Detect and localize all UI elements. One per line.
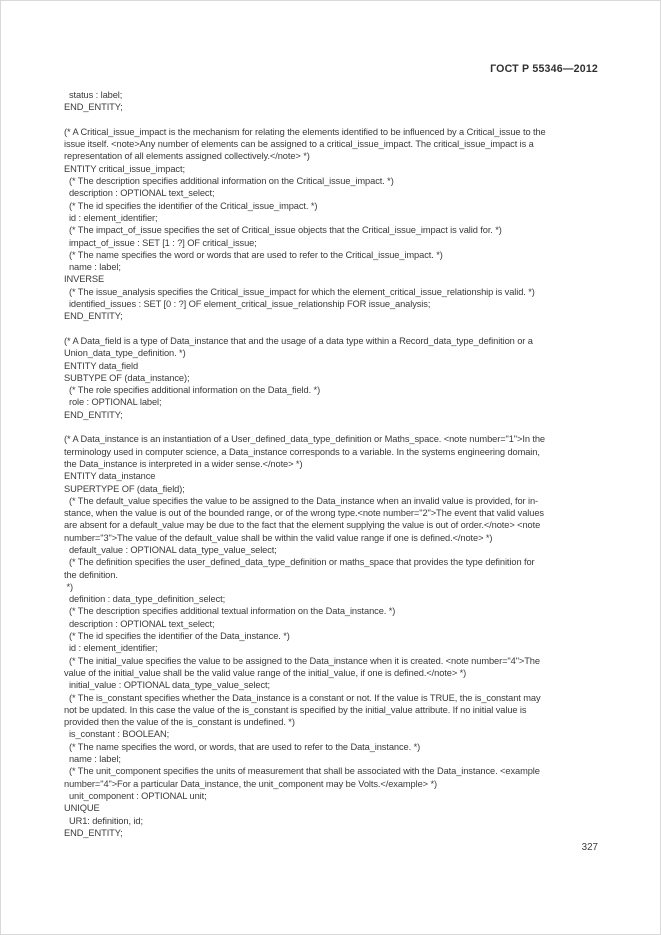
text-line: default_value : OPTIONAL data_type_value_select; bbox=[64, 544, 277, 555]
text-line: are absent for a default_value may be due to the fact that the element supplying the value is out of order.</note> <note bbox=[64, 520, 541, 531]
text-line: id : element_identifier; bbox=[64, 643, 158, 654]
text-line: stance, when the value is out of the bounded range, or of the wrong type.<note number="2">The event that valid values bbox=[64, 508, 544, 519]
text-line: number="4">For a particular Data_instance, the unit_component may be Volts.</example> *) bbox=[64, 778, 437, 789]
text-line: *) bbox=[64, 581, 73, 592]
text-line: terminology used in computer science, a Data_instance corresponds to a variable. In the systems engineering domain, bbox=[64, 446, 540, 457]
text-line: the Data_instance is interpreted in a wider sense.</note> *) bbox=[64, 458, 303, 469]
text-line: (* The unit_component specifies the units of measurement that shall be associated with the Data_instance. <example bbox=[64, 766, 540, 777]
text-line: name : label; bbox=[64, 754, 121, 765]
text-line: (* The role specifies additional information on the Data_field. *) bbox=[64, 385, 321, 396]
text-line: (* The issue_analysis specifies the Critical_issue_impact for which the element_critical_issue_relationship is valid. *) bbox=[64, 286, 535, 297]
text-line: representation of all elements assigned collectively.</note> *) bbox=[64, 151, 310, 162]
standard-number-header: ГОСТ Р 55346—2012 bbox=[490, 63, 598, 75]
text-line: ENTITY critical_issue_impact; bbox=[64, 163, 185, 174]
text-line: (* The description specifies additional textual information on the Data_instance. *) bbox=[64, 606, 396, 617]
text-line: UNIQUE bbox=[64, 803, 100, 814]
text-line: (* The definition specifies the user_defined_data_type_definition or maths_space that provides the type definition for bbox=[64, 557, 535, 568]
text-line: not be updated. In this case the value of the is_constant is specified by the initial_value attribute. If no initial value is bbox=[64, 704, 527, 715]
text-line: definition : data_type_definition_select; bbox=[64, 594, 226, 605]
text-line: INVERSE bbox=[64, 274, 105, 285]
text-line: identified_issues : SET [0 : ?] OF element_critical_issue_relationship FOR issue_analysis; bbox=[64, 299, 431, 310]
text-line: (* A Data_field is a type of Data_instance that and the usage of a data type within a Record_data_type_definition or a bbox=[64, 335, 533, 346]
text-line: END_ENTITY; bbox=[64, 409, 123, 420]
text-line: unit_component : OPTIONAL unit; bbox=[64, 790, 207, 801]
text-line: Union_data_type_definition. *) bbox=[64, 348, 186, 359]
text-line: description : OPTIONAL text_select; bbox=[64, 618, 215, 629]
text-line: impact_of_issue : SET [1 : ?] OF critical_issue; bbox=[64, 237, 257, 248]
text-line bbox=[64, 323, 604, 335]
text-line: END_ENTITY; bbox=[64, 102, 123, 113]
text-line: (* A Critical_issue_impact is the mechanism for relating the elements identified to be influenced by a Critical_issue to the bbox=[64, 126, 546, 137]
text-line: ENTITY data_field bbox=[64, 360, 139, 371]
text-line: (* The name specifies the word or words that are used to refer to the Critical_issue_impact. *) bbox=[64, 249, 443, 260]
text-line: (* The is_constant specifies whether the Data_instance is a constant or not. If the value is TRUE, the is_constant may bbox=[64, 692, 541, 703]
text-line: SUBTYPE OF (data_instance); bbox=[64, 372, 190, 383]
text-line: status : label; bbox=[64, 90, 123, 100]
text-line: (* The id specifies the identifier of the Data_instance. *) bbox=[64, 631, 290, 642]
text-line: END_ENTITY; bbox=[64, 311, 123, 322]
text-line: (* The initial_value specifies the value to be assigned to the Data_instance when it is created. <note number="4">The bbox=[64, 655, 540, 666]
text-line: provided then the value of the is_constant is undefined. *) bbox=[64, 717, 295, 728]
text-line: (* A Data_instance is an instantiation of a User_defined_data_type_definition or Maths_space. <note number="1">In the bbox=[64, 434, 545, 445]
text-line: SUPERTYPE OF (data_field); bbox=[64, 483, 185, 494]
text-line: (* The description specifies additional information on the Critical_issue_impact. *) bbox=[64, 176, 394, 187]
text-line bbox=[64, 114, 604, 126]
text-line: issue itself. <note>Any number of elements can be assigned to a critical_issue_impact. The critical_issue_impact is a bbox=[64, 139, 534, 150]
page-number: 327 bbox=[581, 842, 598, 853]
text-line: description : OPTIONAL text_select; bbox=[64, 188, 215, 199]
text-line: value of the initial_value shall be the valid value range of the initial_value, if one is defined.</note> *) bbox=[64, 667, 467, 678]
text-line: (* The default_value specifies the value to be assigned to the Data_instance when an invalid value is provided, for in- bbox=[64, 495, 539, 506]
text-line: role : OPTIONAL label; bbox=[64, 397, 162, 408]
text-line: ENTITY data_instance bbox=[64, 471, 156, 482]
text-line: (* The id specifies the identifier of the Critical_issue_impact. *) bbox=[64, 200, 318, 211]
text-line: number="3">The value of the default_value shall be within the valid value range if one is defined.</note> *) bbox=[64, 532, 493, 543]
text-line: UR1: definition, id; bbox=[64, 815, 143, 826]
text-line: is_constant : BOOLEAN; bbox=[64, 729, 170, 740]
text-line bbox=[64, 421, 604, 433]
text-line: initial_value : OPTIONAL data_type_value_select; bbox=[64, 680, 271, 691]
text-line: name : label; bbox=[64, 262, 121, 273]
text-line: (* The impact_of_issue specifies the set of Critical_issue objects that the Critical_issue_impact is valid for. *) bbox=[64, 225, 502, 236]
text-line: the definition. bbox=[64, 569, 118, 580]
text-line: id : element_identifier; bbox=[64, 212, 158, 223]
text-line: (* The name specifies the word, or words, that are used to refer to the Data_instance. *) bbox=[64, 741, 421, 752]
express-schema-text bbox=[64, 89, 604, 839]
text-line: END_ENTITY; bbox=[64, 827, 123, 838]
